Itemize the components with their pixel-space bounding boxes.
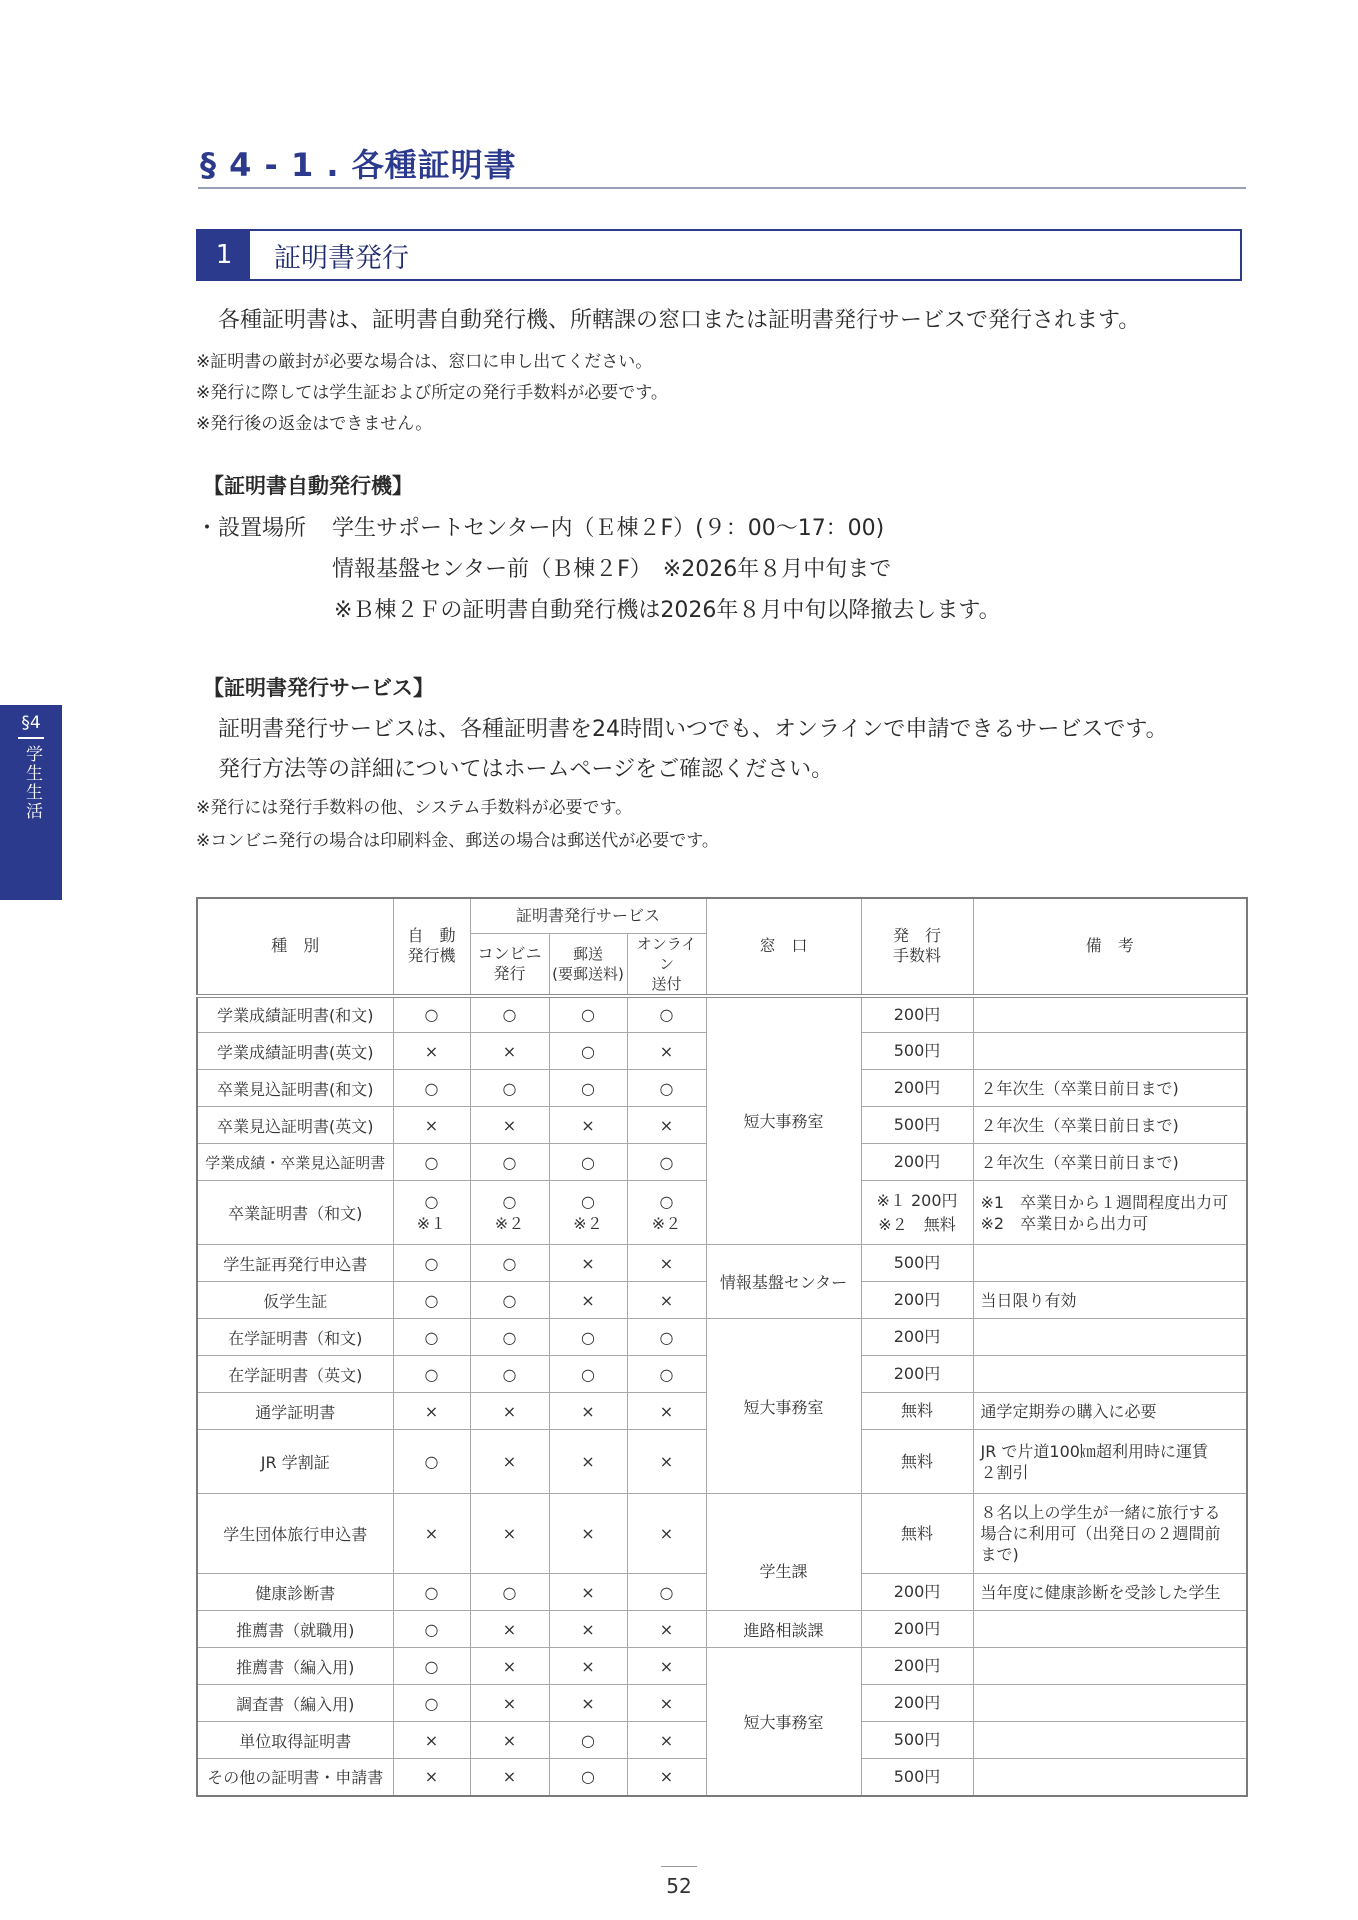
- cell-type: その他の証明書・申請書: [197, 1759, 393, 1796]
- cell-online: ×: [627, 1759, 706, 1796]
- side-tab-section: §4: [21, 713, 41, 733]
- section-title: 証明書発行: [274, 242, 409, 274]
- cell-fee: 500円: [861, 1033, 973, 1070]
- cell-remarks: 当年度に健康診断を受診した学生: [973, 1574, 1247, 1611]
- cell-conv: ○: [470, 996, 549, 1033]
- cell-auto: ○: [393, 1356, 470, 1393]
- table-row: [197, 1648, 1247, 1685]
- cell-online: ○: [627, 996, 706, 1033]
- cell-conv: ○: [470, 1574, 549, 1611]
- cell-fee: 無料: [861, 1430, 973, 1494]
- service-line: 発行方法等の詳細についてはホームページをご確認ください。: [218, 757, 834, 782]
- cell-auto: ○: [393, 1319, 470, 1356]
- cell-remarks: [973, 1685, 1247, 1722]
- cell-conv: ○: [470, 1356, 549, 1393]
- cell-fee: 200円: [861, 1685, 973, 1722]
- cell-auto: ○: [393, 1685, 470, 1722]
- cell-online: ×: [627, 1611, 706, 1648]
- cell-type: 卒業見込証明書(英文): [197, 1107, 393, 1144]
- service-notes: [196, 792, 719, 858]
- section-header: [196, 229, 1242, 281]
- cell-mail: ○: [549, 1722, 627, 1759]
- cell-conv: ○ ※２: [470, 1181, 549, 1245]
- cell-conv: ×: [470, 1033, 549, 1070]
- col-header-fee: 発 行 手数料: [861, 898, 973, 996]
- cell-online: ×: [627, 1648, 706, 1685]
- cell-fee: ※１ 200円 ※２ 無料: [861, 1181, 973, 1245]
- cell-conv: ×: [470, 1393, 549, 1430]
- cell-fee: 200円: [861, 1070, 973, 1107]
- machine-line: 学生サポートセンター内（Ｅ棟２F）(９：00～17：00): [332, 516, 885, 541]
- cell-mail: ×: [549, 1574, 627, 1611]
- table-row: [197, 1494, 1247, 1574]
- cell-remarks: ２年次生（卒業日前日まで): [973, 1144, 1247, 1181]
- cell-auto: ○: [393, 1574, 470, 1611]
- intro-note: ※発行に際しては学生証および所定の発行手数料が必要です。: [196, 383, 668, 403]
- cell-window: 学生課: [706, 1494, 861, 1611]
- cell-mail: ×: [549, 1430, 627, 1494]
- cell-fee: 200円: [861, 1282, 973, 1319]
- cell-mail: ×: [549, 1245, 627, 1282]
- col-header-online: オンライン 送付: [627, 933, 706, 996]
- cell-auto: ×: [393, 1722, 470, 1759]
- cell-type: 卒業見込証明書(和文): [197, 1070, 393, 1107]
- cell-remarks: [973, 1648, 1247, 1685]
- intro-text: 各種証明書は、証明書自動発行機、所轄課の窓口または証明書発行サービスで発行されます。: [218, 308, 1141, 333]
- cell-fee: 200円: [861, 996, 973, 1033]
- cell-conv: ×: [470, 1611, 549, 1648]
- cell-remarks: [973, 1319, 1247, 1356]
- cell-online: ○: [627, 1356, 706, 1393]
- cell-window: 短大事務室: [706, 996, 861, 1245]
- cell-fee: 200円: [861, 1356, 973, 1393]
- cell-type: 通学証明書: [197, 1393, 393, 1430]
- side-tab-divider: [18, 737, 44, 739]
- table-row: [197, 1611, 1247, 1648]
- cell-fee: 200円: [861, 1319, 973, 1356]
- cell-mail: ×: [549, 1107, 627, 1144]
- cell-fee: 500円: [861, 1759, 973, 1796]
- cell-conv: ×: [470, 1685, 549, 1722]
- cell-auto: ○: [393, 1648, 470, 1685]
- cell-mail: ○: [549, 1070, 627, 1107]
- cell-conv: ○: [470, 1144, 549, 1181]
- col-header-auto: 自 動 発行機: [393, 898, 470, 996]
- cell-online: ×: [627, 1033, 706, 1070]
- cell-online: ×: [627, 1494, 706, 1574]
- cell-mail: ×: [549, 1494, 627, 1574]
- cell-fee: 200円: [861, 1648, 973, 1685]
- cell-conv: ○: [470, 1282, 549, 1319]
- machine-label: ・設置場所: [196, 516, 307, 541]
- cell-remarks: [973, 1759, 1247, 1796]
- cell-fee: 無料: [861, 1393, 973, 1430]
- cell-remarks: [973, 1722, 1247, 1759]
- cell-online: ×: [627, 1282, 706, 1319]
- cell-online: ○: [627, 1319, 706, 1356]
- cell-type: JR 学割証: [197, 1430, 393, 1494]
- cell-conv: ×: [470, 1759, 549, 1796]
- cell-mail: ○: [549, 1759, 627, 1796]
- table-row: [197, 1245, 1247, 1282]
- cell-auto: ○: [393, 1282, 470, 1319]
- cell-type: 推薦書（編入用): [197, 1648, 393, 1685]
- cell-online: ○: [627, 1070, 706, 1107]
- cell-type: 在学証明書（英文): [197, 1356, 393, 1393]
- cell-online: ○: [627, 1144, 706, 1181]
- cell-auto: ×: [393, 1033, 470, 1070]
- cell-auto: ○: [393, 1430, 470, 1494]
- service-title: 【証明書発行サービス】: [203, 676, 434, 700]
- page-title: § 4 - 1 . 各種証明書: [200, 146, 517, 184]
- cell-fee: 200円: [861, 1144, 973, 1181]
- cell-remarks: ※1 卒業日から１週間程度出力可 ※2 卒業日から出力可: [973, 1181, 1247, 1245]
- cell-auto: ×: [393, 1759, 470, 1796]
- cell-remarks: [973, 1611, 1247, 1648]
- col-header-remarks: 備 考: [973, 898, 1247, 996]
- cell-fee: 200円: [861, 1574, 973, 1611]
- machine-line: ※Ｂ棟２Ｆの証明書自動発行機は2026年８月中旬以降撤去します。: [334, 598, 1001, 623]
- col-header-conv: コンビニ 発行: [470, 933, 549, 996]
- cell-mail: ○: [549, 1319, 627, 1356]
- cell-auto: ○ ※１: [393, 1181, 470, 1245]
- machine-line: 情報基盤センター前（Ｂ棟２F） ※2026年８月中旬まで: [332, 557, 892, 582]
- cell-fee: 500円: [861, 1722, 973, 1759]
- cell-conv: ○: [470, 1070, 549, 1107]
- cell-type: 学生団体旅行申込書: [197, 1494, 393, 1574]
- cell-conv: ×: [470, 1648, 549, 1685]
- cell-mail: ×: [549, 1685, 627, 1722]
- cell-auto: ×: [393, 1494, 470, 1574]
- cell-mail: ○: [549, 1144, 627, 1181]
- cell-type: 学業成績・卒業見込証明書: [197, 1144, 393, 1181]
- certificate-table: [196, 897, 1248, 1797]
- side-tab: [0, 705, 62, 900]
- cell-conv: ○: [470, 1245, 549, 1282]
- cell-auto: ×: [393, 1107, 470, 1144]
- service-text: [218, 710, 1168, 790]
- cell-type: 学業成績証明書(英文): [197, 1033, 393, 1070]
- certificate-table-body: [197, 996, 1247, 1796]
- cell-mail: ○ ※２: [549, 1181, 627, 1245]
- cell-remarks: [973, 1356, 1247, 1393]
- cell-online: ×: [627, 1393, 706, 1430]
- side-tab-label: 学生生活: [22, 745, 42, 821]
- cell-type: 単位取得証明書: [197, 1722, 393, 1759]
- machine-title: 【証明書自動発行機】: [203, 474, 413, 498]
- cell-window: 情報基盤センター: [706, 1245, 861, 1319]
- col-header-mail: 郵送 (要郵送料): [549, 933, 627, 996]
- service-line: 証明書発行サービスは、各種証明書を24時間いつでも、オンラインで申請できるサービスです。: [218, 717, 1168, 742]
- cell-mail: ×: [549, 1611, 627, 1648]
- cell-auto: ○: [393, 1144, 470, 1181]
- cell-remarks: [973, 1245, 1247, 1282]
- intro-notes: [196, 347, 668, 440]
- title-rule: [198, 187, 1246, 189]
- cell-remarks: [973, 996, 1247, 1033]
- col-header-window: 窓 口: [706, 898, 861, 996]
- service-note: ※コンビニ発行の場合は印刷料金、郵送の場合は郵送代が必要です。: [196, 831, 719, 851]
- cell-conv: ×: [470, 1722, 549, 1759]
- service-note: ※発行には発行手数料の他、システム手数料が必要です。: [196, 798, 633, 818]
- col-header-type: 種 別: [197, 898, 393, 996]
- cell-conv: ○: [470, 1319, 549, 1356]
- page-number: 52: [666, 1874, 692, 1898]
- cell-remarks: [973, 1033, 1247, 1070]
- cell-mail: ×: [549, 1648, 627, 1685]
- cell-remarks: 当日限り有効: [973, 1282, 1247, 1319]
- cell-online: ×: [627, 1107, 706, 1144]
- cell-mail: ×: [549, 1282, 627, 1319]
- cell-fee: 500円: [861, 1107, 973, 1144]
- cell-auto: ×: [393, 1393, 470, 1430]
- cell-auto: ○: [393, 996, 470, 1033]
- cell-conv: ×: [470, 1494, 549, 1574]
- cell-online: ×: [627, 1430, 706, 1494]
- cell-remarks: ２年次生（卒業日前日まで): [973, 1070, 1247, 1107]
- cell-remarks: 通学定期券の購入に必要: [973, 1393, 1247, 1430]
- cell-remarks: ８名以上の学生が一緒に旅行する 場合に利用可（出発日の２週間前 まで): [973, 1494, 1247, 1574]
- cell-mail: ○: [549, 1356, 627, 1393]
- cell-fee: 200円: [861, 1611, 973, 1648]
- page-number-rule: [661, 1866, 697, 1867]
- cell-auto: ○: [393, 1611, 470, 1648]
- cell-online: ×: [627, 1722, 706, 1759]
- cell-conv: ×: [470, 1430, 549, 1494]
- cell-type: 健康診断書: [197, 1574, 393, 1611]
- section-number: 1: [198, 231, 250, 279]
- cell-remarks: JR で片道100㎞超利用時に運賃 ２割引: [973, 1430, 1247, 1494]
- machine-locations: [332, 508, 1001, 631]
- cell-window: 短大事務室: [706, 1319, 861, 1494]
- cell-mail: ○: [549, 996, 627, 1033]
- cell-auto: ○: [393, 1070, 470, 1107]
- cell-type: 調査書（編入用): [197, 1685, 393, 1722]
- cell-type: 学業成績証明書(和文): [197, 996, 393, 1033]
- cell-online: ○ ※２: [627, 1181, 706, 1245]
- table-row: [197, 996, 1247, 1033]
- table-row: [197, 1319, 1247, 1356]
- cell-type: 推薦書（就職用): [197, 1611, 393, 1648]
- cell-type: 卒業証明書（和文): [197, 1181, 393, 1245]
- cell-fee: 500円: [861, 1245, 973, 1282]
- intro-note: ※証明書の厳封が必要な場合は、窓口に申し出てください。: [196, 352, 653, 372]
- cell-online: ○: [627, 1574, 706, 1611]
- cell-window: 短大事務室: [706, 1648, 861, 1796]
- intro-note: ※発行後の返金はできません。: [196, 414, 433, 434]
- cell-type: 学生証再発行申込書: [197, 1245, 393, 1282]
- cell-mail: ○: [549, 1033, 627, 1070]
- cell-online: ×: [627, 1685, 706, 1722]
- cell-fee: 無料: [861, 1494, 973, 1574]
- cell-type: 在学証明書（和文): [197, 1319, 393, 1356]
- cell-conv: ×: [470, 1107, 549, 1144]
- cell-remarks: ２年次生（卒業日前日まで): [973, 1107, 1247, 1144]
- cell-type: 仮学生証: [197, 1282, 393, 1319]
- cell-mail: ×: [549, 1393, 627, 1430]
- cell-auto: ○: [393, 1245, 470, 1282]
- cell-window: 進路相談課: [706, 1611, 861, 1648]
- col-header-service: 証明書発行サービス: [470, 898, 706, 933]
- cell-online: ×: [627, 1245, 706, 1282]
